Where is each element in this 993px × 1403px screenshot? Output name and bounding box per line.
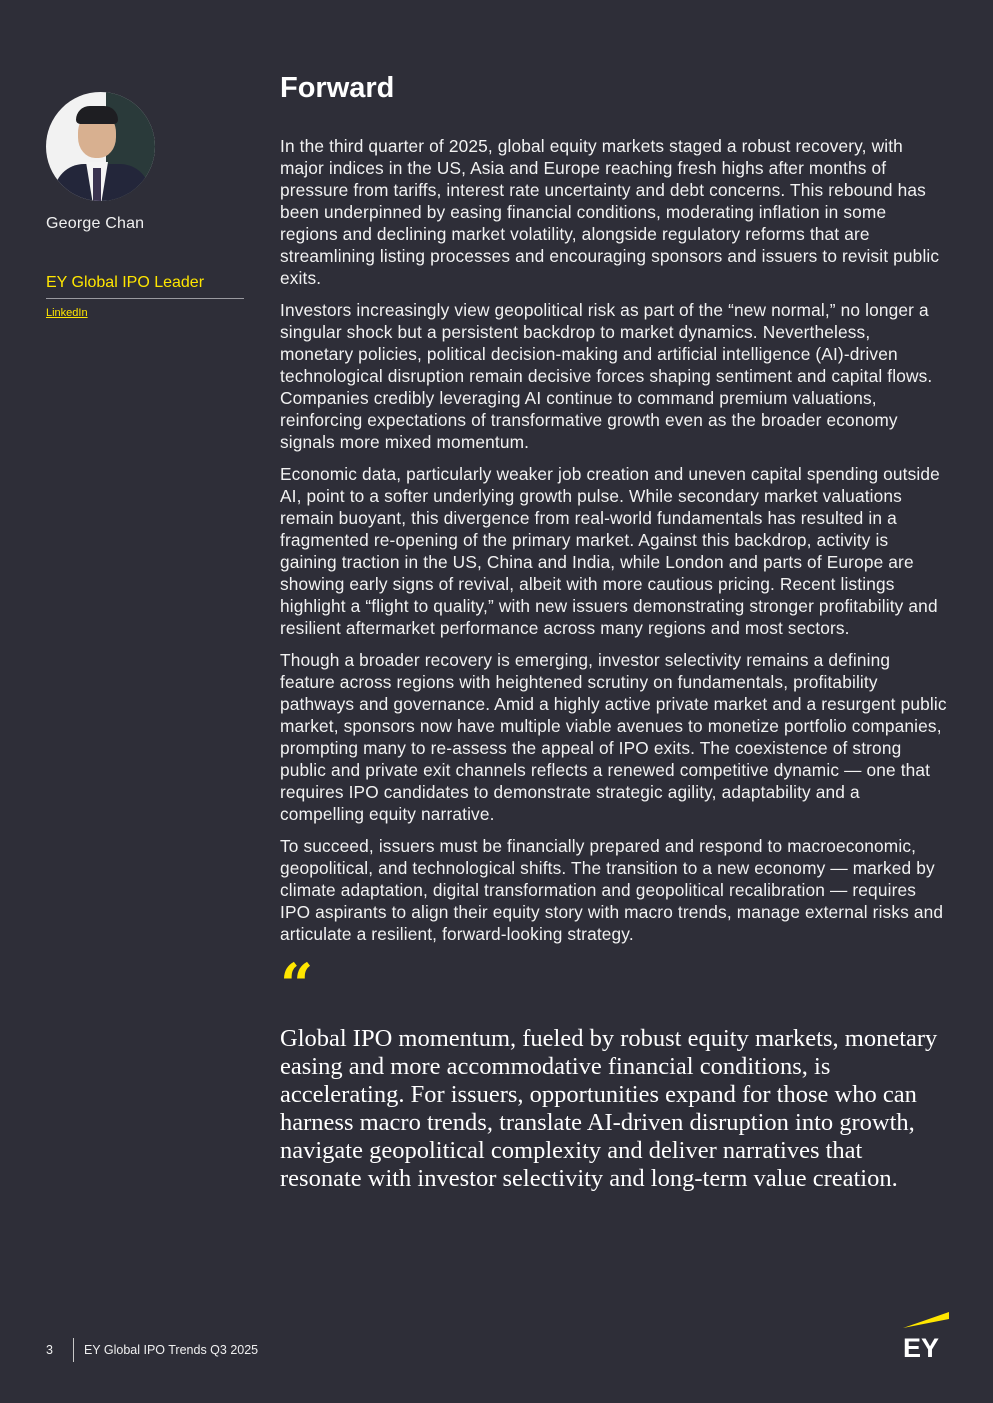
author-name: George Chan [46, 215, 145, 232]
footer [46, 1338, 258, 1362]
page-title: Forward [280, 72, 395, 104]
paragraph: To succeed, issuers must be financially prepared and respond to macroeconomic, geopolitical, and technological shifts. The transition to a new economy — marked by climate adaptation, digital transformation and geopolitical recalibration — requires IPO aspirants to align their equity story with macro trends, manage external risks and articulate a resilient, forward-looking strategy. [280, 836, 944, 944]
author-role: EY Global IPO Leader [46, 274, 244, 299]
body-text [280, 135, 948, 945]
author-profile [46, 92, 244, 321]
page-number: 3 [46, 1343, 53, 1357]
main-content [280, 72, 948, 1193]
svg-text:EY: EY [903, 1333, 940, 1358]
author-photo [46, 92, 155, 201]
ey-logo-icon [903, 1312, 949, 1358]
pull-quote: Global IPO momentum, fueled by robust equity markets, monetary easing and more accommodative financial conditions, is accelerating. For issuers, opportunities expand for those who can harness macro trends, translate AI-driven disruption into growth, navigate geopolitical complexity and deliver narratives that resonate with investor selectivity and long-term value creation. [280, 1025, 938, 1192]
paragraph: Though a broader recovery is emerging, investor selectivity remains a defining feature across regions with heightened scrutiny on fundamentals, profitability pathways and governance. Amid a highly active private market and a resurgent public market, sponsors now have multiple viable avenues to monetize portfolio companies, prompting many to re-assess the appeal of IPO exits. The coexistence of strong public and private exit channels reflects a renewed competitive dynamic — one that requires IPO candidates to demonstrate strategic agility, adaptability and a compelling equity narrative. [280, 650, 947, 824]
document-title: EY Global IPO Trends Q3 2025 [83, 1343, 259, 1357]
paragraph: Investors increasingly view geopolitical risk as part of the “new normal,” no longer a singular shock but a persistent backdrop to market dynamics. Nevertheless, monetary policies, political decision-making and artificial intelligence (AI)-driven technological disruption remain decisive forces shaping sentiment and capital flows. Companies credibly leveraging AI continue to command premium valuations, reinforcing expectations of transformative growth even as the broader economy signals more mixed momentum. [280, 300, 933, 452]
linkedin-link[interactable]: LinkedIn [46, 307, 88, 319]
quote-mark-icon: “ [280, 951, 314, 1019]
footer-divider [73, 1338, 74, 1362]
paragraph: Economic data, particularly weaker job creation and uneven capital spending outside AI, point to a softer underlying growth pulse. While secondary market valuations remain buoyant, this divergence from real-world fundamentals has resulted in a fragmented re-opening of the primary market. Against this backdrop, activity is gaining traction in the US, China and India, while London and parts of Europe are showing early signs of revival, albeit with more cautious pricing. Recent listings highlight a “flight to quality,” with new issuers demonstrating stronger profitability and resilient aftermarket performance across many regions and most sectors. [280, 464, 940, 638]
paragraph: In the third quarter of 2025, global equity markets staged a robust recovery, with major indices in the US, Asia and Europe reaching fresh highs after months of pressure from tariffs, interest rate uncertainty and debt concerns. This rebound has been underpinned by easing financial conditions, moderating inflation in some regions and declining market volatility, alongside regulatory reforms that are streamlining listing processes and encouraging sponsors and issuers to revisit public exits. [280, 136, 940, 288]
